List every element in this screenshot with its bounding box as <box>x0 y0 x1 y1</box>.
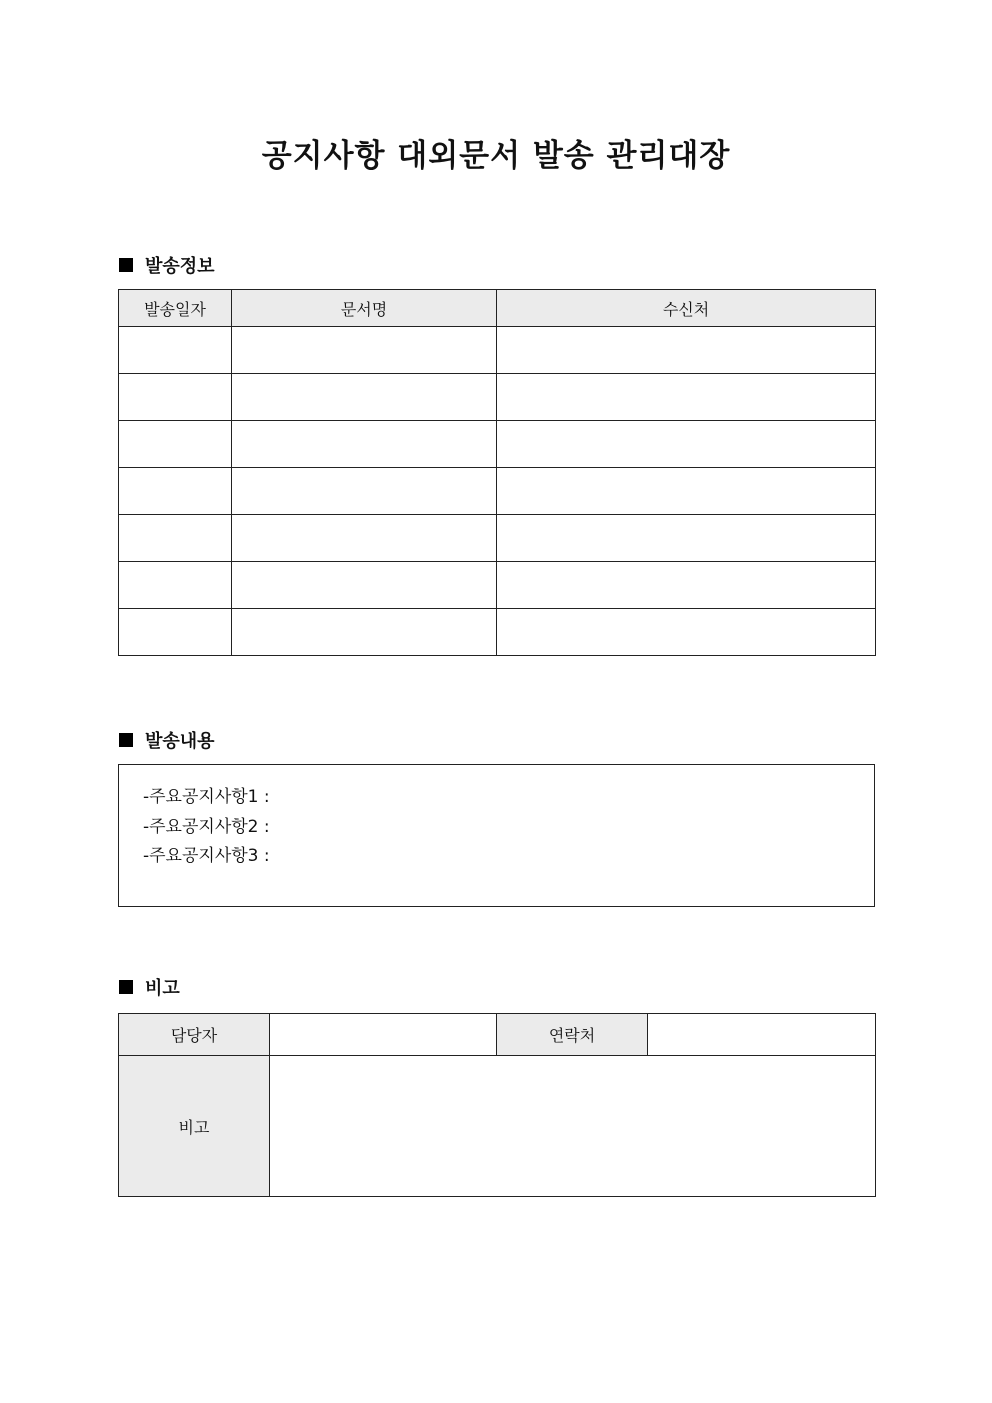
column-header-document-name: 문서명 <box>232 290 497 327</box>
manager-label: 담당자 <box>119 1014 270 1056</box>
table-header-row <box>119 290 876 327</box>
recipient-cell[interactable] <box>497 327 876 374</box>
table-row <box>119 562 876 609</box>
send-content-box[interactable] <box>118 764 875 907</box>
document-name-cell[interactable] <box>232 374 497 421</box>
column-header-recipient: 수신처 <box>497 290 876 327</box>
notice-line-1: -주요공지사항1 : <box>143 787 270 807</box>
send-info-heading-label: 발송정보 <box>145 256 215 277</box>
square-bullet-icon <box>119 733 133 747</box>
send-date-cell[interactable] <box>119 562 232 609</box>
square-bullet-icon <box>119 980 133 994</box>
contact-label: 연락처 <box>497 1014 648 1056</box>
send-date-cell[interactable] <box>119 327 232 374</box>
table-row <box>119 1056 876 1197</box>
table-row <box>119 515 876 562</box>
send-date-cell[interactable] <box>119 609 232 656</box>
table-row <box>119 1014 876 1056</box>
page-title: 공지사항 대외문서 발송 관리대장 <box>261 138 731 174</box>
recipient-cell[interactable] <box>497 515 876 562</box>
square-bullet-icon <box>119 258 133 272</box>
send-info-heading <box>119 252 215 278</box>
remarks-heading-label: 비고 <box>145 978 180 999</box>
document-name-cell[interactable] <box>232 515 497 562</box>
document-name-cell[interactable] <box>232 468 497 515</box>
document-name-cell[interactable] <box>232 421 497 468</box>
table-row <box>119 421 876 468</box>
contact-value-cell[interactable] <box>648 1014 876 1056</box>
send-content-heading <box>119 727 215 753</box>
send-date-cell[interactable] <box>119 515 232 562</box>
document-name-cell[interactable] <box>232 327 497 374</box>
remark-value-cell[interactable] <box>270 1056 876 1197</box>
recipient-cell[interactable] <box>497 468 876 515</box>
recipient-cell[interactable] <box>497 421 876 468</box>
recipient-cell[interactable] <box>497 374 876 421</box>
recipient-cell[interactable] <box>497 609 876 656</box>
send-date-cell[interactable] <box>119 421 232 468</box>
send-date-cell[interactable] <box>119 468 232 515</box>
send-content-heading-label: 발송내용 <box>145 731 215 752</box>
send-content-lines <box>143 783 270 872</box>
document-name-cell[interactable] <box>232 609 497 656</box>
remarks-heading <box>119 974 180 1000</box>
manager-value-cell[interactable] <box>270 1014 497 1056</box>
table-row <box>119 327 876 374</box>
table-row <box>119 374 876 421</box>
remarks-table <box>118 1013 876 1197</box>
table-row <box>119 468 876 515</box>
document-name-cell[interactable] <box>232 562 497 609</box>
notice-line-2: -주요공지사항2 : <box>143 816 270 837</box>
table-row <box>119 609 876 656</box>
send-info-table <box>118 289 876 656</box>
notice-line-3: -주요공지사항3 : <box>143 846 270 866</box>
column-header-send-date: 발송일자 <box>119 290 232 327</box>
recipient-cell[interactable] <box>497 562 876 609</box>
remark-label: 비고 <box>119 1056 270 1197</box>
send-date-cell[interactable] <box>119 374 232 421</box>
